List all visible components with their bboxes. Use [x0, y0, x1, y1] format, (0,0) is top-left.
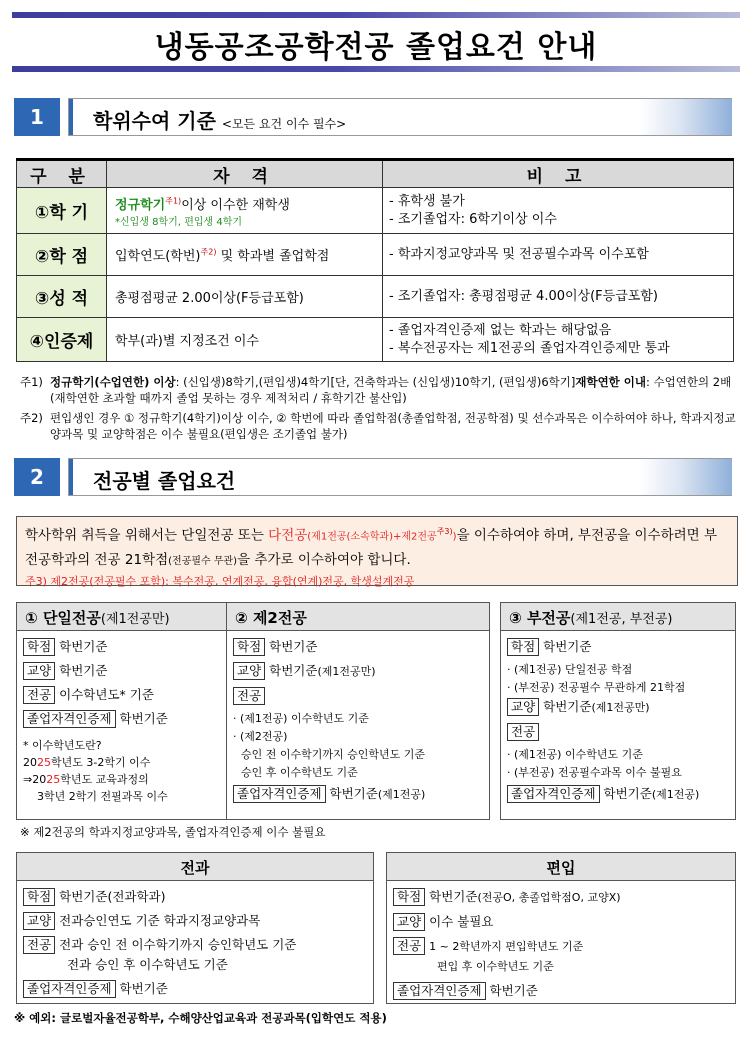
- table-row-grade: [17, 276, 734, 318]
- table-row-semester: [17, 188, 734, 234]
- card-sub: (제1전공만): [100, 612, 170, 627]
- info-note3: 주3) 제2전공(전공필수 포함): 복수전공, 연계전공, 융합(연계)전공, 학생설계전공: [25, 574, 415, 588]
- info-paragraph: [25, 521, 729, 573]
- minor-liberal-small: (제1전공만): [591, 701, 650, 714]
- card-num: ②: [235, 609, 248, 627]
- card-second-header: [227, 603, 489, 631]
- card-minor: [500, 602, 736, 820]
- section1-title: [93, 105, 346, 134]
- card-second-major: [226, 602, 490, 820]
- tag-cert: 졸업자격인증제: [507, 785, 600, 803]
- notes-credit: [383, 234, 734, 276]
- row-label-semester: ①학 기: [17, 188, 107, 234]
- note-line: - 복수전공자는 제1전공의 졸업자격인증제만 통과: [389, 340, 670, 356]
- minor-credit: 학번기준: [543, 639, 592, 654]
- info-red-small2: ): [452, 531, 457, 543]
- single-note3red: 25: [46, 773, 61, 786]
- card-title: 제2전공: [252, 609, 307, 627]
- second-m4: 승인 후 이수학년도 기준: [241, 766, 358, 779]
- single-note2red: 25: [37, 756, 51, 769]
- qual-semester-main: 정규학기: [115, 197, 166, 213]
- note-line: - 조기졸업자: 총평점평균 4.00이상(F등급포함): [389, 288, 658, 304]
- info-sup: 주3): [436, 527, 453, 536]
- tag-cert: 졸업자격인증제: [23, 710, 116, 728]
- title-banner: [12, 8, 740, 72]
- table-row-credit: [17, 234, 734, 276]
- major-info-box: [16, 516, 738, 586]
- tag-major: 전공: [507, 723, 539, 741]
- section2-title: 전공별 졸업요건: [93, 469, 236, 493]
- minor-cert-small: (제1전공): [651, 788, 700, 801]
- tag-liberal: 교양: [23, 912, 55, 930]
- transfer-dept-m2: 전과 승인 후 이수학년도 기준: [67, 957, 228, 972]
- second-m2: · (제2전공): [233, 730, 288, 743]
- row-label-certification: ④인증제: [17, 318, 107, 362]
- qual-credit-main: 입학연도(학번): [115, 249, 201, 264]
- row-label-credit: ②학 점: [17, 234, 107, 276]
- note-line: - 휴학생 불가: [389, 193, 465, 209]
- minor-m1: · (제1전공) 이수학년도 기준: [507, 748, 643, 761]
- card-minor-body: [501, 631, 735, 815]
- info-small: (전공필수 무관): [168, 555, 238, 567]
- minor-c1: · (제1전공) 단일전공 학점: [507, 663, 633, 676]
- notes-semester: [383, 188, 734, 234]
- notes-certification: [383, 318, 734, 362]
- transfer-in-cert: 학번기준: [489, 983, 538, 998]
- single-liberal: 학번기준: [59, 663, 108, 678]
- section2-number: 2: [14, 458, 60, 496]
- qual-grade: 총평점평균 2.00이상(F등급포함): [107, 276, 383, 318]
- transfer-in-liberal: 이수 불필요: [429, 914, 494, 929]
- footnote-text2: : 수업연한의 2배(재학연한 초과할 때까지 졸업 못하는 경우 제적처리 / 휴학기간 불산입): [50, 375, 732, 405]
- minor-credit-detail: [507, 661, 729, 697]
- degree-requirements-table: [16, 158, 734, 362]
- title-bar-bottom: [12, 66, 740, 72]
- second-credit: 학번기준: [269, 639, 318, 654]
- minor-c2: · (부전공) 전공필수 무관하게 21학점: [507, 681, 686, 694]
- table-header-row: [17, 160, 734, 188]
- single-note3a: ⇒20: [23, 773, 47, 786]
- second-cert-small: (제1전공): [377, 788, 426, 801]
- tag-major: 전공: [23, 936, 55, 954]
- info-red: 다전공: [268, 527, 308, 544]
- minor-m2: · (부전공) 전공필수과목 이수 불필요: [507, 766, 682, 779]
- tag-credit: 학점: [507, 638, 539, 656]
- info-red-small: (제1전공(소속학과)+제2전공: [307, 531, 437, 543]
- second-cert: 학번기준: [329, 786, 378, 801]
- card-transfer-dept: [16, 852, 374, 1004]
- info-text: 학사학위 취득을 위해서는 단일전공 또는: [25, 527, 269, 544]
- footnote-exception: ※ 예외: 글로벌자율전공학부, 수해양산업교육과 전공과목(입학연도 적용): [14, 1011, 387, 1025]
- footnote-bold2: 재학연한 이내: [575, 375, 647, 389]
- header-qualification: 자 격: [107, 160, 383, 188]
- transfer-dept-liberal: 전과승인연도 기준 학과지정교양과목: [59, 913, 261, 928]
- section1-subtitle: <모든 요건 이수 필수>: [221, 117, 347, 131]
- header-notes: 비 고: [383, 160, 734, 188]
- second-liberal-small: (제1전공만): [317, 665, 376, 678]
- tag-liberal: 교양: [507, 698, 539, 716]
- footnote-text: 편입생인 경우 ① 정규학기(4학기)이상 이수, ② 학번에 따라 졸업학점(총졸업학점, 전공학점) 및 선수과목은 이수하여야 하나, 학과지정교양과목 및 교양학점은 이수 불필요(편입생은 조기졸업 불가): [50, 411, 736, 441]
- single-note1: * 이수학년도란?: [23, 739, 102, 752]
- minor-major-detail: [507, 746, 729, 782]
- footnote-label: 주1): [20, 375, 43, 389]
- tag-major: 전공: [23, 686, 55, 704]
- second-m1: · (제1전공) 이수학년도 기준: [233, 712, 369, 725]
- minor-liberal: 학번기준: [543, 699, 592, 714]
- qual-credit: [107, 234, 383, 276]
- info-text2: 을 이수하여야 하며, 부전공을 이수하려면 부전공학과의 전공 21학점: [25, 527, 718, 568]
- transfer-dept-cert: 학번기준: [119, 981, 168, 996]
- section1-title-box: [68, 98, 732, 136]
- footnote-1: [20, 374, 738, 406]
- footnote-second-major: ※ 제2전공의 학과지정교양과목, 졸업자격인증제 이수 불필요: [20, 825, 326, 839]
- section2-accent: [69, 459, 73, 495]
- tag-credit: 학점: [23, 888, 55, 906]
- table-row-certification: [17, 318, 734, 362]
- second-major-detail: [233, 710, 483, 782]
- card-title: 단일전공: [42, 609, 101, 627]
- info-text3: 을 추가로 이수하여야 합니다.: [237, 551, 411, 568]
- title-bar-top: [12, 12, 740, 18]
- tag-liberal: 교양: [393, 913, 425, 931]
- card-second-body: [227, 631, 489, 815]
- minor-cert: 학번기준: [603, 786, 652, 801]
- qual-semester-rest: 이상 이수한 재학생: [181, 197, 290, 213]
- section1-accent: [69, 99, 73, 135]
- single-note3b: 학년도 교육과정의: [60, 773, 149, 786]
- section1-number: 1: [14, 98, 60, 136]
- tag-cert: 졸업자격인증제: [23, 980, 116, 998]
- tag-credit: 학점: [393, 888, 425, 906]
- card-transfer-dept-body: [17, 881, 373, 1009]
- second-m3: 승인 전 이수학기까지 승인학년도 기준: [241, 748, 426, 761]
- footnote-2: [20, 410, 738, 442]
- single-note2a: 20: [23, 756, 37, 769]
- qual-semester-small: *신입생 8학기, 편입생 4학기: [115, 216, 243, 228]
- tag-credit: 학점: [233, 638, 265, 656]
- single-note: [23, 737, 221, 805]
- tag-major: 전공: [393, 937, 425, 955]
- card-num: ③: [509, 609, 522, 627]
- footnote-label: 주2): [20, 411, 43, 425]
- card-num: ①: [25, 609, 38, 627]
- card-title: 부전공: [526, 609, 571, 627]
- card-transfer-in: [386, 852, 736, 1004]
- card-minor-header: [501, 603, 735, 631]
- tag-liberal: 교양: [23, 662, 55, 680]
- row-label-grade: ③성 적: [17, 276, 107, 318]
- single-note2b: 학년도 3-2학기 이수: [51, 756, 151, 769]
- note-line: - 학과지정교양과목 및 전공필수과목 이수포함: [389, 246, 649, 262]
- qual-credit-rest: 및 학과별 졸업학점: [216, 249, 330, 264]
- transfer-in-credit: 학번기준: [429, 889, 478, 904]
- card-transfer-dept-header: 전과: [17, 853, 373, 881]
- card-single-header: [17, 603, 227, 631]
- transfer-in-m1: 1 ~ 2학년까지 편입학년도 기준: [429, 940, 584, 953]
- section2-title-box: [68, 458, 732, 496]
- footnotes: [20, 374, 738, 446]
- second-liberal: 학번기준: [269, 663, 318, 678]
- tag-cert: 졸업자격인증제: [233, 785, 326, 803]
- page-title: 냉동공조공학전공 졸업요건 안내: [154, 30, 598, 65]
- notes-grade: [383, 276, 734, 318]
- tag-liberal: 교양: [233, 662, 265, 680]
- transfer-in-credit-small: (전공O, 총졸업학점O, 교양X): [477, 891, 621, 904]
- card-single-major: [16, 602, 228, 820]
- transfer-in-m2: 편입 후 이수학년도 기준: [437, 960, 554, 973]
- single-credit: 학번기준: [59, 639, 108, 654]
- qual-semester-sup: 주1): [165, 196, 182, 206]
- card-single-body: [17, 631, 227, 811]
- qual-certification: 학부(과)별 지정조건 이수: [107, 318, 383, 362]
- single-major: 이수학년도* 기준: [59, 687, 154, 702]
- section2-header: [14, 458, 732, 496]
- transfer-dept-m1: 전과 승인 전 이수학기까지 승인학년도 기준: [59, 937, 297, 952]
- card-transfer-in-body: [387, 881, 735, 1011]
- qual-semester: [107, 188, 383, 234]
- footnote-bold: 정규학기(수업연한) 이상: [50, 375, 176, 389]
- tag-cert: 졸업자격인증제: [393, 982, 486, 1000]
- section1-header: [14, 98, 732, 136]
- qual-credit-sup: 주2): [200, 247, 217, 257]
- transfer-dept-credit: 학번기준(전과학과): [59, 889, 166, 904]
- tag-major: 전공: [233, 687, 265, 705]
- footnote-text: : (신입생)8학기,(편입생)4학기[단, 건축학과는 (신입생)10학기, (편입생)6학기]: [175, 375, 576, 389]
- tag-credit: 학점: [23, 638, 55, 656]
- single-cert: 학번기준: [119, 711, 168, 726]
- section1-title-text: 학위수여 기준: [93, 109, 216, 133]
- note-line: - 조기졸업자: 6학기이상 이수: [389, 211, 557, 227]
- card-transfer-in-header: 편입: [387, 853, 735, 881]
- note-line: - 졸업자격인증제 없는 학과는 해당없음: [389, 322, 612, 338]
- single-note4: 3학년 2학기 전필과목 이수: [37, 790, 168, 803]
- header-category: 구 분: [17, 160, 107, 188]
- card-sub: (제1전공, 부전공): [570, 612, 673, 627]
